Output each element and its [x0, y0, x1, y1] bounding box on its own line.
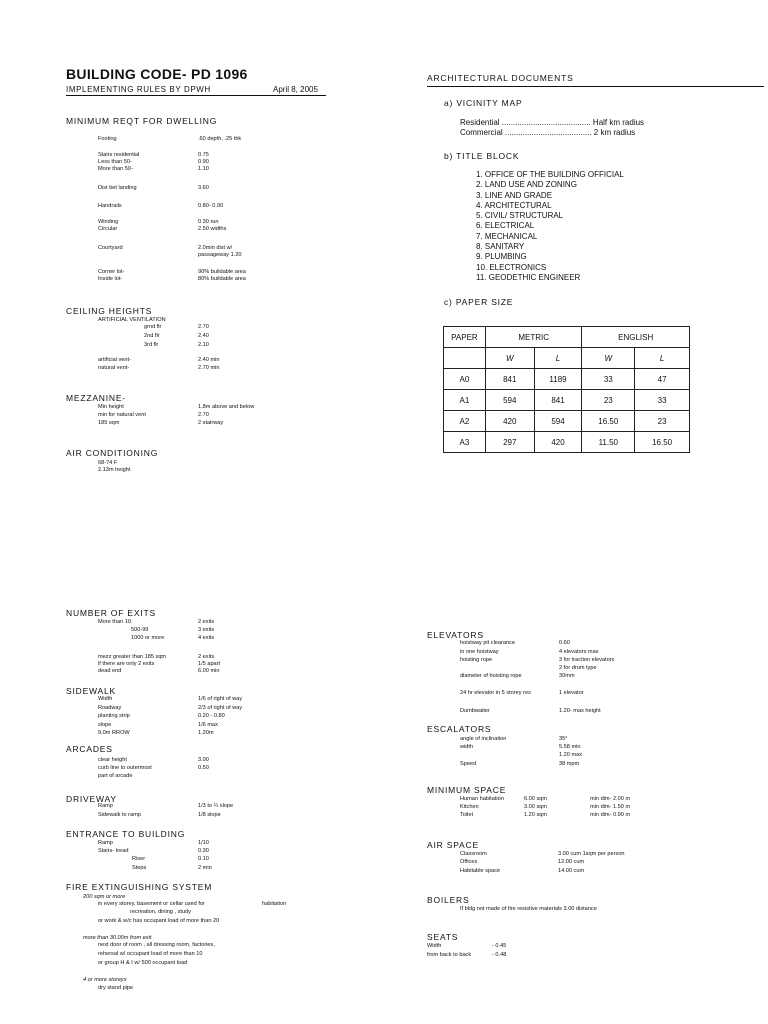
document-subtitle: IMPLEMENTING RULES BY DPWH	[66, 85, 211, 94]
paper-size-heading: c) PAPER SIZE	[444, 297, 514, 307]
table-cell: A0	[444, 369, 486, 390]
table-cell: 16.50	[582, 411, 635, 432]
table-cell: 47	[635, 369, 690, 390]
metric-header: METRIC	[485, 327, 582, 348]
fire-line: or group H & I w/ 500 occupant load	[98, 960, 188, 966]
fire-condition-a: 200 sqm or more	[83, 894, 126, 900]
number-of-exits-heading: NUMBER OF EXITS	[66, 608, 156, 618]
entrance-heading: ENTRANCE TO BUILDING	[66, 829, 186, 839]
escalators-list: angle of inclination 35° width 5.58 min 1.20 max Speed 38 mpm	[460, 736, 583, 767]
table-cell: 11.50	[582, 432, 635, 453]
table-cell: 1189	[534, 369, 582, 390]
paper-size-table	[443, 326, 690, 453]
table-cell: 16.50	[635, 432, 690, 453]
arcades-list: clear height 3.00 curb line to outermost 0.50 part of arcade	[98, 757, 209, 779]
title-block-list	[476, 170, 624, 283]
header-rule	[66, 95, 326, 96]
vicinity-commercial: Commercial ....................................... 2 km radius	[460, 128, 636, 137]
elevators-list: hoistway pit clearance 0.60 in one hoistway 4 elevators max hoisting rope 3 for traction elevators 2 for drum type diameter of hoisting rope 30mm 24 hr elevator in 5 storey res 1 elevator Dumbwaiter 1.20- max height	[460, 640, 615, 714]
table-row	[444, 432, 690, 453]
document-date: April 8, 2005	[273, 85, 318, 94]
table-cell: 594	[534, 411, 582, 432]
table-cell: A1	[444, 390, 486, 411]
list-item: 9. PLUMBING	[476, 252, 527, 262]
air-space-list: Classroom 3.00 cum 1sqm per person Offices 12.00 cum Habitable space 14.00 cum	[460, 851, 625, 874]
elevators-heading: ELEVATORS	[427, 630, 484, 640]
min-reqt-list: Footing .60 depth, .25 thk Stairs residential 0.75 Less than 50- 0.90 More than 50- 1.10 Dist bet landing 3.60 Handrails 0.80- 0.90 Winding 0.30 run Circular 2.50 widths Courtyard 2.0min dist w/ passageway 1.20 Corner lot- 90% buildable area Inside lot- 80% buildable area	[98, 136, 246, 282]
list-item: 11. GEODETHIC ENGINEER	[476, 272, 581, 282]
fire-line: recreation, dining , study	[130, 909, 191, 915]
english-header: ENGLISH	[582, 327, 690, 348]
seats-list: Width - 0.45 from back to back - 0.48	[427, 943, 507, 958]
mezzanine-list: Min height 1.8m above and below min for natural vent 2.70 185 sqm 2 stairway	[98, 404, 255, 426]
list-item: 8. SANITARY	[476, 242, 525, 252]
fire-line: next door of room , all dressing room, factories,	[98, 942, 215, 948]
sidewalk-list: Width 1/6 of right of way Roadway 2/3 of right of way planting strip 0.20 - 0.80 slope 1/6 max 9.0m RROW 1.20m	[98, 696, 243, 736]
list-item: 3. LINE AND GRADE	[476, 190, 553, 200]
table-cell	[444, 348, 486, 369]
list-item: 2. LAND USE AND ZONING	[476, 180, 577, 190]
fire-condition-b: more than 30.00m from exit	[83, 935, 152, 941]
ceiling-heights-heading: CEILING HEIGHTS	[66, 306, 153, 316]
table-cell: 420	[485, 411, 534, 432]
boilers-heading: BOILERS	[427, 895, 470, 905]
driveway-list: Ramp 1/3 to ¼ slope Sidewalk to ramp 1/8 slope	[98, 803, 234, 818]
fire-line: habitation	[262, 901, 287, 907]
paper-header: PAPER	[444, 327, 486, 348]
table-cell: W	[582, 348, 635, 369]
table-cell: 33	[582, 369, 635, 390]
air-conditioning-heading: AIR CONDITIONING	[66, 448, 159, 458]
list-item: 6. ELECTRICAL	[476, 221, 535, 231]
vicinity-residential: Residential ........................................ Half km radius	[460, 118, 645, 127]
table-cell: A2	[444, 411, 486, 432]
air-space-heading: AIR SPACE	[427, 840, 479, 850]
seats-heading: SEATS	[427, 932, 459, 942]
table-cell: 420	[534, 432, 582, 453]
table-cell: A3	[444, 432, 486, 453]
table-row	[444, 369, 690, 390]
table-row	[444, 411, 690, 432]
fire-line: in every storey, basement or cellar used for	[98, 901, 205, 907]
driveway-heading: DRIVEWAY	[66, 794, 117, 804]
table-cell: L	[534, 348, 582, 369]
entrance-list: Ramp 1/10 Stairs- tread 0.30 Riser 0.10 Steps 2 min	[98, 840, 212, 871]
table-subheader-row	[444, 348, 690, 369]
list-item: 1. OFFICE OF THE BUILDING OFFICIAL	[476, 170, 624, 179]
document-title: BUILDING CODE- PD 1096	[66, 66, 248, 82]
vicinity-map-heading: a) VICINITY MAP	[444, 98, 523, 108]
escalators-heading: ESCALATORS	[427, 724, 492, 734]
table-cell: 297	[485, 432, 534, 453]
architectural-documents-heading: ARCHITECTURAL DOCUMENTS	[427, 73, 574, 83]
list-item: 7. MECHANICAL	[476, 231, 538, 241]
list-item: 2.13m height	[98, 467, 131, 473]
list-item: 68-74 F	[98, 460, 118, 466]
table-cell: 594	[485, 390, 534, 411]
list-item: 10. ELECTRONICS	[476, 262, 547, 272]
arcades-heading: ARCADES	[66, 744, 113, 754]
minimum-space-list: Human habitation 6.00 sqm min dim- 2.00 m Kitchen 3.00 sqm min dim- 1.50 m Toilet 1.20 sqm min dim- 0.90 m	[460, 796, 631, 818]
table-row	[444, 390, 690, 411]
fire-line: rehersal w/ occupant load of more than 10	[98, 951, 203, 957]
minimum-space-heading: MINIMUM SPACE	[427, 785, 507, 795]
mezzanine-heading: MEZZANINE-	[66, 393, 126, 403]
boilers-text: If bldg not made of fire resistive materials 3.00 distance	[460, 906, 597, 912]
table-cell: W	[485, 348, 534, 369]
min-reqt-heading: MINIMUM REQT FOR DWELLING	[66, 116, 218, 126]
list-item: 5. CIVIL/ STRUCTURAL	[476, 211, 564, 221]
list-item: 4. ARCHITECTURAL	[476, 200, 552, 210]
exits-list: More than 10 2 exits 500-99 3 exits 1000 or more 4 exits mezz greater than 185 sqm 2 exits if there are only 2 exits 1/5 apart dead end 6.00 min	[98, 619, 221, 674]
fire-extinguishing-heading: FIRE EXTINGUISHING SYSTEM	[66, 882, 213, 892]
section-rule	[427, 86, 764, 87]
table-cell: 23	[635, 411, 690, 432]
table-cell: L	[635, 348, 690, 369]
table-cell: 33	[635, 390, 690, 411]
ceiling-list: grnd flr 2.70 2nd flr 2.40 3rd flr 2.10 artificial vent- 2.40 min natural vent- 2.70 min	[98, 324, 220, 371]
table-header-row	[444, 327, 690, 348]
fire-condition-c: 4 or more storeys	[83, 977, 127, 983]
table-cell: 841	[534, 390, 582, 411]
fire-line: or work & w/c has occupant load of more than 20	[98, 918, 220, 924]
title-block-heading: b) TITLE BLOCK	[444, 151, 520, 161]
sidewalk-heading: SIDEWALK	[66, 686, 117, 696]
fire-line: dry stand pipe	[98, 985, 134, 991]
table-cell: 23	[582, 390, 635, 411]
table-cell: 841	[485, 369, 534, 390]
artificial-ventilation-label: ARTIFICIAL VENTILATION	[98, 317, 166, 323]
